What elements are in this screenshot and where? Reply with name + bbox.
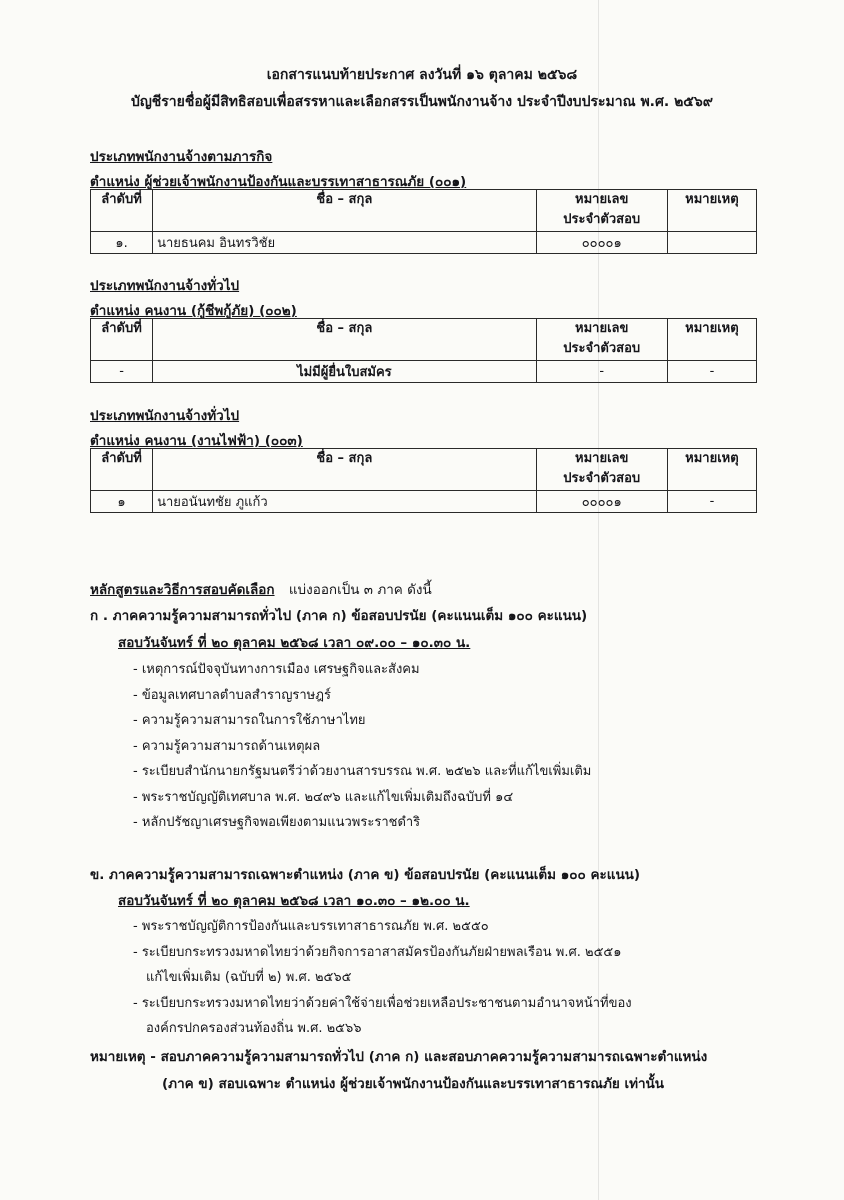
col-remark: หมายเหตุ <box>667 319 756 361</box>
part-a-item: - เหตุการณ์ปัจจุบันทางการเมือง เศรษฐกิจและสังคม <box>133 662 420 677</box>
cell-exam-id: - <box>536 361 667 383</box>
part-b-item: - ระเบียบกระทรวงมหาดไทยว่าด้วยกิจการอาสาสมัครป้องกันภัยฝ่ายพลเรือน พ.ศ. ๒๕๕๑ <box>133 945 622 960</box>
cell-name: นายธนคม อินทรวิชัย <box>153 232 537 254</box>
col-exam-id: หมายเลข ประจำตัวสอบ <box>536 190 667 232</box>
part-b-item-continued: แก้ไขเพิ่มเติม (ฉบับที่ ๒) พ.ศ. ๒๕๖๕ <box>146 970 352 985</box>
part-b-item-continued: องค์กรปกครองส่วนท้องถิ่น พ.ศ. ๒๕๖๖ <box>146 1021 362 1036</box>
criteria-intro: แบ่งออกเป็น ๓ ภาค ดังนี้ <box>288 582 432 598</box>
part-a-heading: ก . ภาคความรู้ความสามารถทั่วไป (ภาค ก) ข้อสอบปรนัย (คะแนนเต็ม ๑๐๐ คะแนน) <box>90 608 588 624</box>
cell-name: นายอนันทชัย ภูแก้ว <box>153 491 537 513</box>
cell-order: ๑ <box>91 491 153 513</box>
table-row <box>91 361 757 383</box>
candidate-table-3 <box>90 448 757 513</box>
cell-name: ไม่มีผู้ยื่นใบสมัคร <box>153 361 537 383</box>
col-name: ชื่อ – สกุล <box>153 449 537 491</box>
section-position-3: ตำแหน่ง คนงาน (งานไฟฟ้า) (๐๐๓) <box>90 433 303 449</box>
note-line1: หมายเหตุ - สอบภาคความรู้ความสามารถทั่วไป (ภาค ก) และสอบภาคความรู้ความสามารถเฉพาะตำแหน่ง <box>90 1049 708 1065</box>
cell-remark <box>667 232 756 254</box>
part-a-item: - ระเบียบสำนักนายกรัฐมนตรีว่าด้วยงานสารบรรณ พ.ศ. ๒๕๒๖ และที่แก้ไขเพิ่มเติม <box>133 764 592 779</box>
col-order: ลำดับที่ <box>91 449 153 491</box>
cell-exam-id: ๐๐๐๐๑ <box>536 491 667 513</box>
part-a-item: - ความรู้ความสามารถด้านเหตุผล <box>133 739 321 754</box>
col-name: ชื่อ – สกุล <box>153 319 537 361</box>
part-a-item: - หลักปรัชญาเศรษฐกิจพอเพียงตามแนวพระราชดำริ <box>133 815 421 830</box>
part-a-item: - ความรู้ความสามารถในการใช้ภาษาไทย <box>133 713 366 728</box>
criteria-title: หลักสูตรและวิธีการสอบคัดเลือก <box>90 582 275 598</box>
col-name: ชื่อ – สกุล <box>153 190 537 232</box>
section-position-2: ตำแหน่ง คนงาน (กู้ชีพกู้ภัย) (๐๐๒) <box>90 303 297 319</box>
col-exam-id: หมายเลข ประจำตัวสอบ <box>536 319 667 361</box>
candidate-table-1 <box>90 189 757 254</box>
col-order: ลำดับที่ <box>91 190 153 232</box>
document-title-line1: เอกสารแนบท้ายประกาศ ลงวันที่ ๑๖ ตุลาคม ๒๕๖๘ <box>266 67 578 83</box>
section-position-1: ตำแหน่ง ผู้ช่วยเจ้าพนักงานป้องกันและบรรเทาสาธารณภัย (๐๐๑) <box>90 174 467 190</box>
table-row <box>91 232 757 254</box>
part-b-schedule: สอบวันจันทร์ ที่ ๒๐ ตุลาคม ๒๕๖๘ เวลา ๑๐.๓๐ – ๑๒.๐๐ น. <box>118 893 470 909</box>
col-remark: หมายเหตุ <box>667 190 756 232</box>
col-order: ลำดับที่ <box>91 319 153 361</box>
part-b-heading: ข. ภาคความรู้ความสามารถเฉพาะตำแหน่ง (ภาค ข) ข้อสอบปรนัย (คะแนนเต็ม ๑๐๐ คะแนน) <box>90 867 641 883</box>
table-row <box>91 491 757 513</box>
part-a-item: - พระราชบัญญัติเทศบาล พ.ศ. ๒๔๙๖ และแก้ไขเพิ่มเติมถึงฉบับที่ ๑๔ <box>133 790 514 805</box>
part-a-item: - ข้อมูลเทศบาลตำบลสำราญราษฎร์ <box>133 688 331 703</box>
cell-exam-id: ๐๐๐๐๑ <box>536 232 667 254</box>
section-type-2: ประเภทพนักงานจ้างทั่วไป <box>90 278 240 294</box>
section-type-3: ประเภทพนักงานจ้างทั่วไป <box>90 408 240 424</box>
scan-fold-line <box>598 0 599 1200</box>
cell-remark: - <box>667 491 756 513</box>
document-title-line2: บัญชีรายชื่อผู้มีสิทธิสอบเพื่อสรรหาและเลือกสรรเป็นพนักงานจ้าง ประจำปีงบประมาณ พ.ศ. ๒๕๖๙ <box>130 94 714 110</box>
part-a-schedule: สอบวันจันทร์ ที่ ๒๐ ตุลาคม ๒๕๖๘ เวลา ๐๙.๐๐ – ๑๐.๓๐ น. <box>118 635 471 651</box>
part-b-item: - พระราชบัญญัติการป้องกันและบรรเทาสาธารณภัย พ.ศ. ๒๕๕๐ <box>133 919 489 934</box>
cell-order: ๑. <box>91 232 153 254</box>
cell-remark: - <box>667 361 756 383</box>
criteria-heading <box>90 578 432 600</box>
col-exam-id: หมายเลข ประจำตัวสอบ <box>536 449 667 491</box>
col-remark: หมายเหตุ <box>667 449 756 491</box>
note-line2: (ภาค ข) สอบเฉพาะ ตำแหน่ง ผู้ช่วยเจ้าพนักงานป้องกันและบรรเทาสาธารณภัย เท่านั้น <box>162 1076 665 1092</box>
section-type-1: ประเภทพนักงานจ้างตามภารกิจ <box>90 149 273 165</box>
cell-order: - <box>91 361 153 383</box>
part-b-item: - ระเบียบกระทรวงมหาดไทยว่าด้วยค่าใช้จ่ายเพื่อช่วยเหลือประชาชนตามอำนาจหน้าที่ของ <box>133 996 632 1011</box>
candidate-table-2 <box>90 318 757 383</box>
